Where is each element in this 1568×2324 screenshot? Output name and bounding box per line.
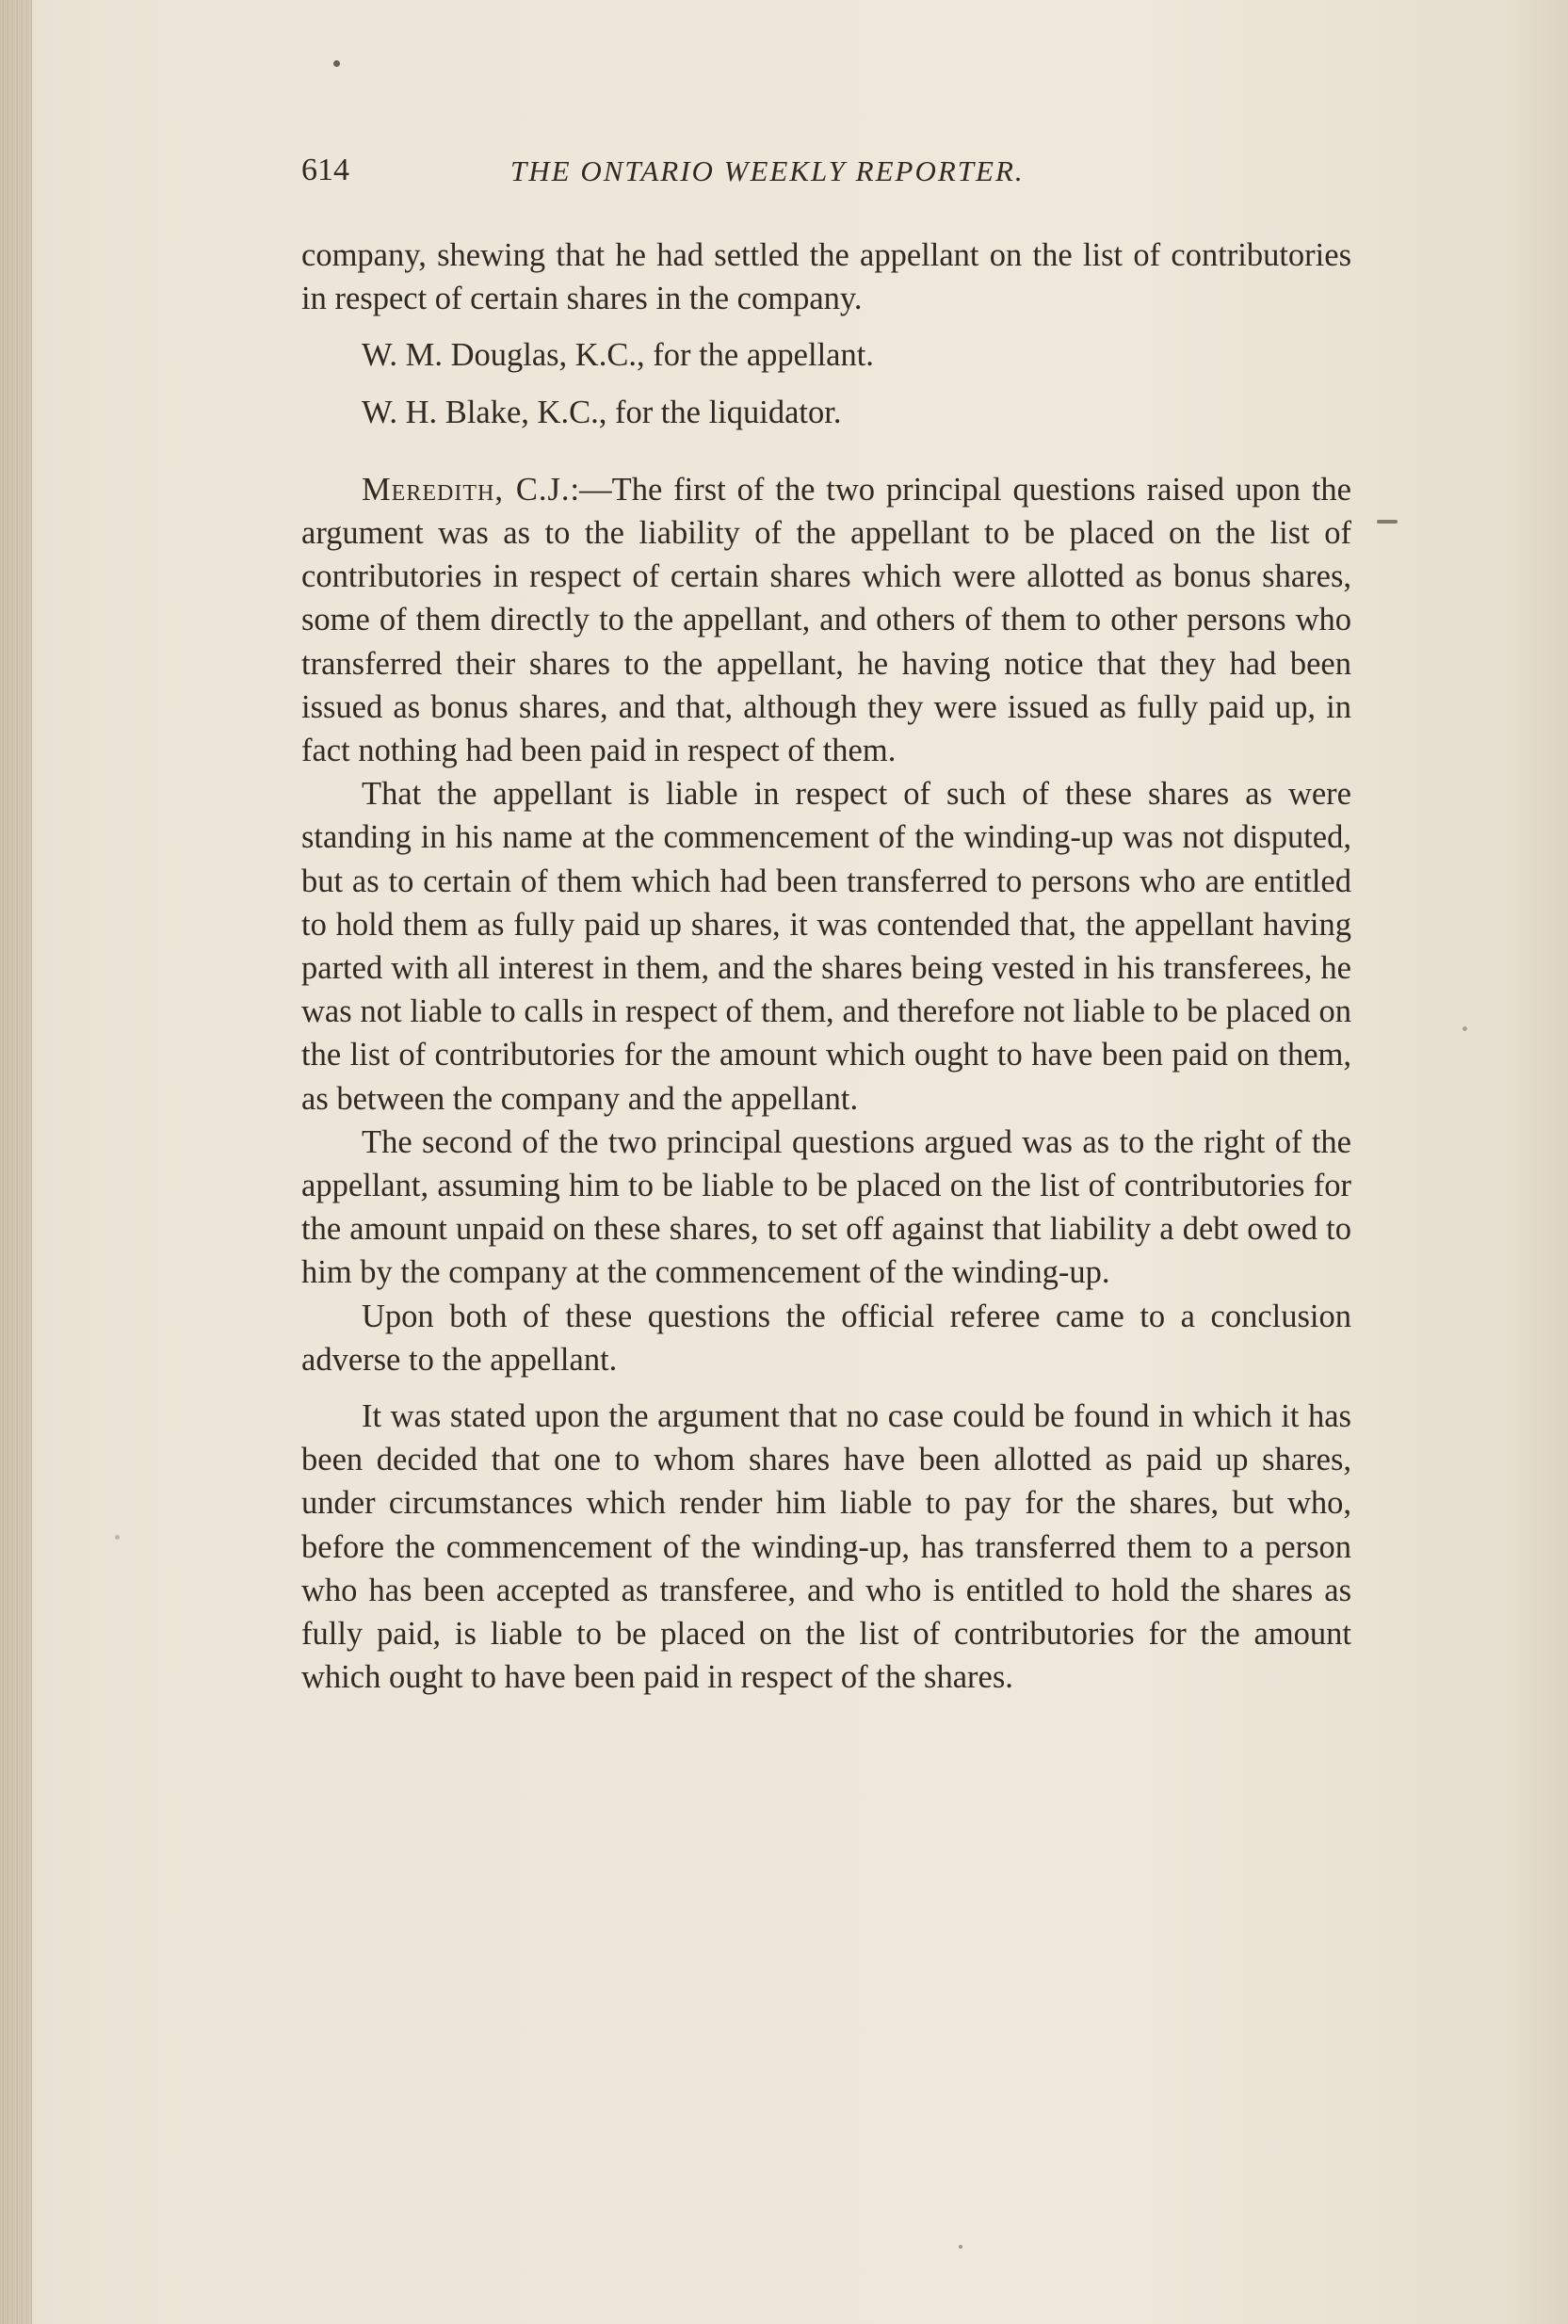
paper-speck bbox=[959, 2245, 962, 2249]
opinion-paragraph-1 bbox=[301, 468, 1351, 772]
opinion-paragraph-3: The second of the two principal questions argued was as to the right of the appellant, assuming him to be liable to be placed on the list of contributories for the amount unpaid on these shares, to set off against that liability a debt owed to him by the company at the commencement of the winding-up. bbox=[301, 1123, 1351, 1291]
paper-mark bbox=[1377, 520, 1398, 524]
journal-title: THE ONTARIO WEEKLY REPORTER. bbox=[510, 154, 1025, 187]
intro-paragraph: company, shewing that he had settled the appellant on the list of contributories in respect of certain shares in the company. bbox=[301, 237, 1351, 317]
page-body bbox=[301, 234, 1351, 1700]
counsel-liquidator: W. H. Blake, K.C., for the liquidator. bbox=[362, 394, 842, 430]
running-header bbox=[301, 153, 1356, 205]
paper-speck bbox=[115, 1535, 120, 1540]
page-number: 614 bbox=[301, 153, 349, 187]
judge-name: Meredith, C.J. bbox=[362, 471, 571, 508]
opinion-paragraph-2: That the appellant is liable in respect of such of these shares as were standing in his name at the commencement of the winding-up was not disputed, but as to certain of them which had been transferred to persons who are entitled to hold them as fully paid up shares, it was contended that, the appellant having parted with all interest in them, and the shares being vested in his transferees, he was not liable to calls in respect of them, and therefore not liable to be placed on the list of contributories for the amount which ought to have been paid on them, as between the company and the appellant. bbox=[301, 776, 1351, 1117]
counsel-appellant: W. M. Douglas, K.C., for the appellant. bbox=[362, 337, 874, 374]
paper-speck bbox=[333, 60, 340, 67]
opinion-paragraph-5: It was stated upon the argument that no case could be found in which it has been decided that one to whom shares have been allotted as paid up shares, under circumstances which render him liable to pay for the shares, but who, before the commencement of the winding-up, has transferred them to a person who has been accepted as transferee, and who is entitled to hold the shares as fully paid, is liable to be placed on the list of contributories for the amount which ought to have been paid in respect of the shares. bbox=[301, 1398, 1351, 1696]
book-binding-edge bbox=[0, 0, 32, 2324]
opinion-paragraph-4: Upon both of these questions the official referee came to a conclusion adverse to the appellant. bbox=[301, 1298, 1351, 1378]
opinion-opening-text: :—The first of the two principal questions raised upon the argument was as to the liability of the appellant to be placed on the list of contributories in respect of certain shares which were allotted as bonus shares, some of them directly to the appellant, and others of them to other persons who transferred their shares to the appellant, he having notice that they had been issued as bonus shares, and that, although they were issued as fully paid up, in fact nothing had been paid in respect of them. bbox=[301, 471, 1351, 769]
paper-speck bbox=[1463, 1026, 1467, 1031]
